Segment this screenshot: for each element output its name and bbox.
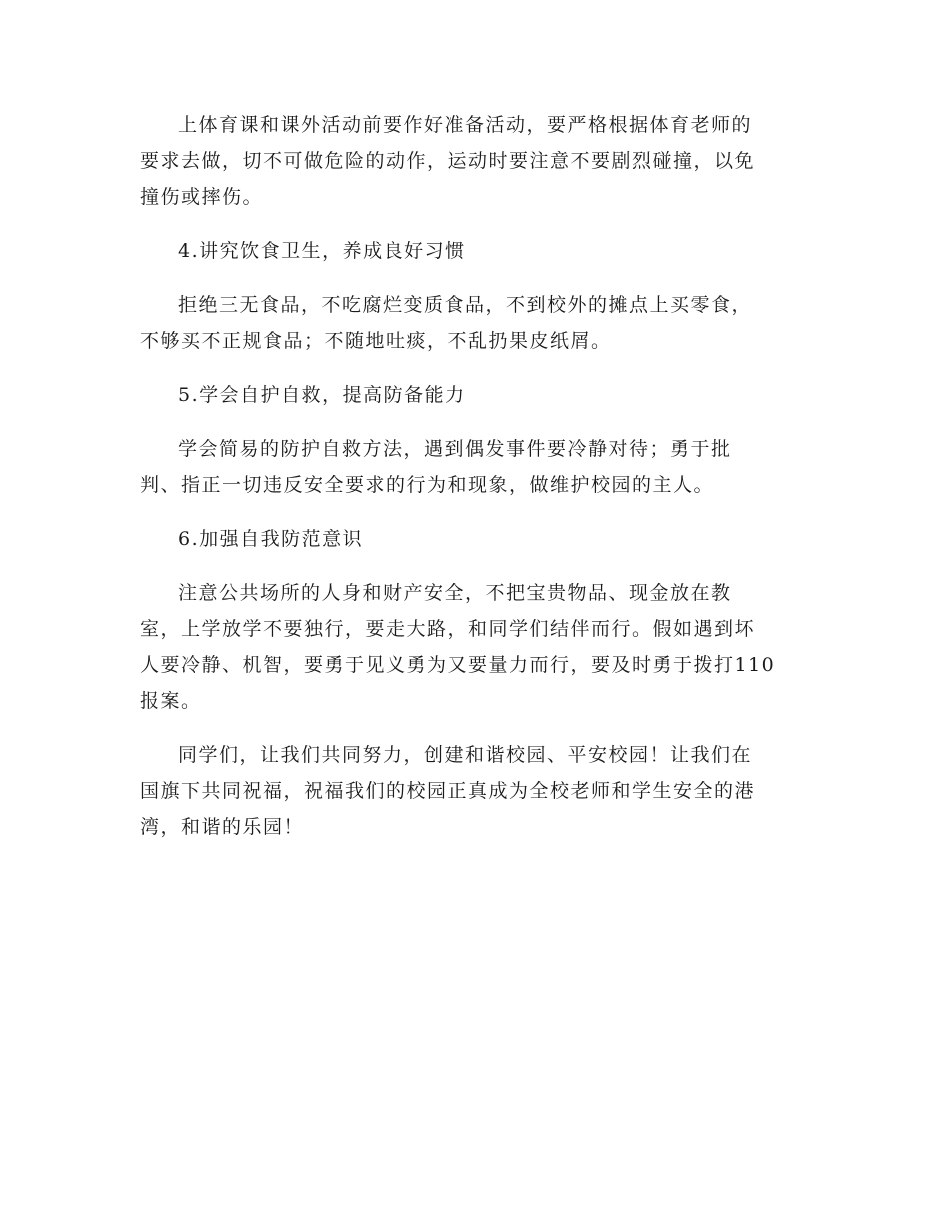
text-line: 拒绝三无食品，不吃腐烂变质食品，不到校外的摊点上买零食， xyxy=(178,294,753,316)
text-line: 不够买不正规食品；不随地吐痰，不乱扔果皮纸屑。 xyxy=(140,330,612,352)
text-line: 上体育课和课外活动前要作好准备活动，要严格根据体育老师的 xyxy=(178,114,753,136)
section-heading-5: 5.学会自护自救，提高防备能力 xyxy=(178,384,466,406)
paragraph-self-rescue xyxy=(140,431,812,503)
text-line: 同学们，让我们共同努力，创建和谐校园、平安校园！让我们在 xyxy=(178,744,753,766)
text-line: 撞伤或摔伤。 xyxy=(140,186,264,208)
text-line: 要求去做，切不可做危险的动作，运动时要注意不要剧烈碰撞，以免 xyxy=(140,150,756,172)
text-line: 人要冷静、机智，要勇于见义勇为又要量力而行，要及时勇于拨打110 xyxy=(140,654,776,676)
text-line: 湾，和谐的乐园！ xyxy=(140,816,305,838)
paragraph-pe-safety xyxy=(140,107,812,215)
text-line: 注意公共场所的人身和财产安全，不把宝贵物品、现金放在教 xyxy=(178,582,732,604)
section-heading-6: 6.加强自我防范意识 xyxy=(178,528,364,550)
text-line: 报案。 xyxy=(140,690,202,712)
text-line: 室，上学放学不要独行，要走大路，和同学们结伴而行。假如遇到坏 xyxy=(140,618,756,640)
text-line: 判、指正一切违反安全要求的行为和现象，做维护校园的主人。 xyxy=(140,474,715,496)
paragraph-food-hygiene xyxy=(140,287,812,359)
text-line: 国旗下共同祝福，祝福我们的校园正真成为全校老师和学生安全的港 xyxy=(140,780,756,802)
text-line: 学会简易的防护自救方法，遇到偶发事件要冷静对待；勇于批 xyxy=(178,438,732,460)
document-body xyxy=(140,107,812,863)
paragraph-closing xyxy=(140,737,812,845)
section-heading-4: 4.讲究饮食卫生，养成良好习惯 xyxy=(178,240,466,262)
paragraph-self-protection xyxy=(140,575,812,719)
